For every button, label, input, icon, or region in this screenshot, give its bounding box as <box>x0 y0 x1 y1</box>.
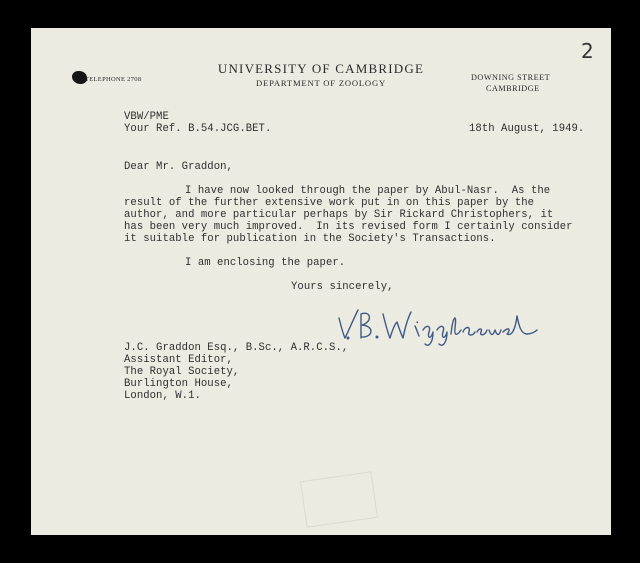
address-street: DOWNING STREET <box>471 73 551 82</box>
your-reference: Your Ref. B.54.JCG.BET. <box>124 123 272 135</box>
telephone-label: TELEPHONE 2708 <box>85 76 142 83</box>
recipient-line: The Royal Society, <box>124 366 240 378</box>
signature <box>331 296 541 346</box>
institution-name: UNIVERSITY OF CAMBRIDGE <box>217 61 425 76</box>
body-line: I have now looked through the paper by Abul-Nasr. As the <box>185 185 551 197</box>
body-line: author, and more particular perhaps by Sir Rickard Christophers, it <box>124 209 554 221</box>
department-name: DEPARTMENT OF ZOOLOGY <box>256 78 386 88</box>
letter-page <box>31 28 611 535</box>
address-city: CAMBRIDGE <box>486 84 540 93</box>
body-line: it suitable for publication in the Society's Transactions. <box>124 233 496 245</box>
our-reference: VBW/PME <box>124 111 169 123</box>
page-number: 2 <box>581 39 594 63</box>
body-line: has been very much improved. In its revised form I certainly consider <box>124 221 573 233</box>
enclosure-line: I am enclosing the paper. <box>185 257 346 269</box>
letter-date: 18th August, 1949. <box>469 123 585 135</box>
recipient-line: J.C. Graddon Esq., B.Sc., A.R.C.S., <box>124 342 349 354</box>
body-line: result of the further extensive work put in on this paper by the <box>124 197 535 209</box>
salutation: Dear Mr. Graddon, <box>124 161 233 173</box>
recipient-line: Assistant Editor, <box>124 354 233 366</box>
closing: Yours sincerely, <box>291 281 394 293</box>
recipient-line: London, W.1. <box>124 390 201 402</box>
recipient-line: Burlington House, <box>124 378 233 390</box>
faded-stamp <box>300 471 378 528</box>
